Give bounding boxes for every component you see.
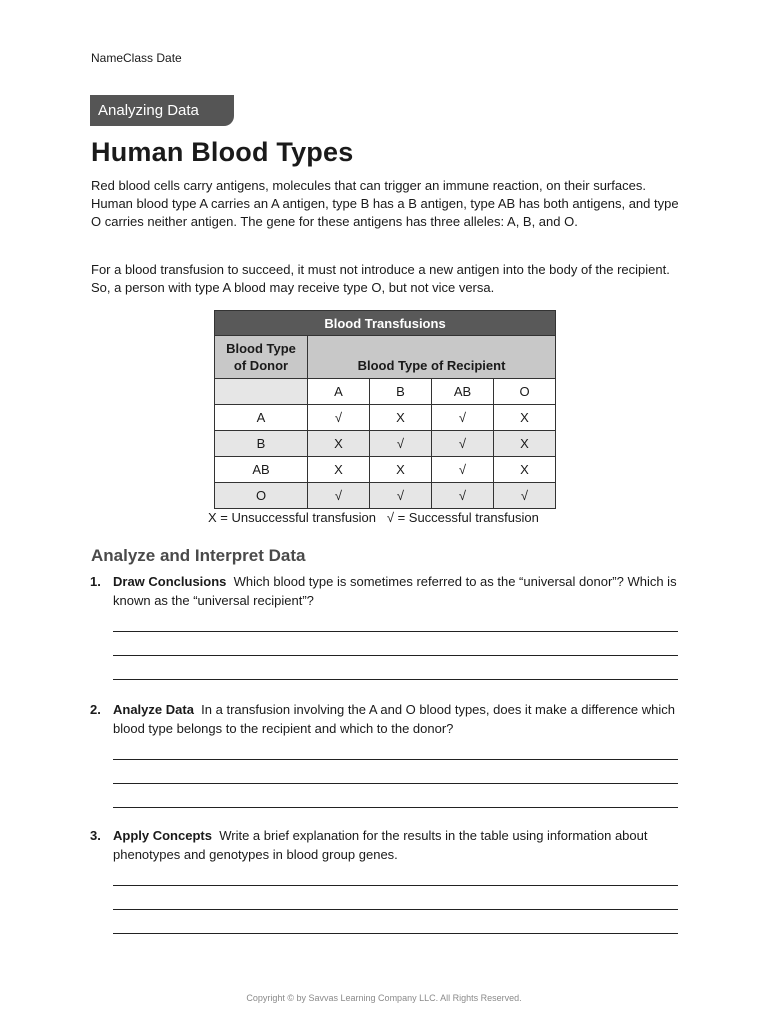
table-row [215, 405, 556, 431]
donor-type-cell: A [215, 405, 308, 431]
table-row [215, 457, 556, 483]
answer-line[interactable] [113, 783, 678, 784]
recipient-type-header: B [370, 379, 432, 405]
compatibility-cell: √ [432, 405, 494, 431]
intro-paragraph-1: Red blood cells carry antigens, molecules that can trigger an immune reaction, on their surfaces. Human blood type A carries an A antigen, type B has a B antigen, type AB has both antigens, and type O carries neither antigen. The gene for these antigens has three alleles: A, B, and O. [91, 178, 679, 229]
question-2 [90, 700, 680, 738]
donor-type-cell: AB [215, 457, 308, 483]
section-title: Analyze and Interpret Data [91, 546, 306, 565]
page-title: Human Blood Types [91, 137, 354, 167]
question-text: Which blood type is sometimes referred to as the “universal donor”? Which is known as the “universal recipient”? [113, 574, 677, 608]
compatibility-cell: X [308, 457, 370, 483]
intro-paragraph-2: For a blood transfusion to succeed, it must not introduce a new antigen into the body of the recipient. So, a person with type A blood may receive type O, but not vice versa. [91, 262, 670, 295]
compatibility-cell: √ [432, 431, 494, 457]
table-caption: Blood Transfusions [215, 311, 556, 336]
question-lead: Apply Concepts [113, 828, 212, 843]
answer-line[interactable] [113, 631, 678, 632]
question-3 [90, 826, 680, 864]
recipient-column-header: Blood Type of Recipient [308, 336, 556, 379]
answer-line[interactable] [113, 655, 678, 656]
copyright-footer: Copyright © by Savvas Learning Company LLC. All Rights Reserved. [246, 993, 522, 1003]
compatibility-cell: √ [370, 431, 432, 457]
donor-type-cell: B [215, 431, 308, 457]
compatibility-cell: √ [308, 483, 370, 509]
question-number: 2. [90, 702, 101, 717]
donor-column-header: Blood Type of Donor [215, 336, 308, 379]
compatibility-cell: X [370, 457, 432, 483]
compatibility-cell: √ [432, 483, 494, 509]
question-lead: Analyze Data [113, 702, 194, 717]
question-text: In a transfusion involving the A and O blood types, does it make a difference which blood type belongs to the recipient and which to the donor? [113, 702, 675, 736]
question-number: 3. [90, 828, 101, 843]
compatibility-cell: √ [370, 483, 432, 509]
name-class-date-line: NameClass Date [91, 51, 182, 65]
compatibility-cell: X [494, 457, 556, 483]
table-row [215, 431, 556, 457]
recipient-type-header: O [494, 379, 556, 405]
answer-line[interactable] [113, 679, 678, 680]
section-banner: Analyzing Data [90, 95, 234, 126]
answer-line[interactable] [113, 807, 678, 808]
answer-line[interactable] [113, 759, 678, 760]
answer-line[interactable] [113, 885, 678, 886]
compatibility-cell: √ [432, 457, 494, 483]
recipient-type-header: AB [432, 379, 494, 405]
blood-transfusions-table [214, 310, 556, 509]
question-text: Write a brief explanation for the results in the table using information about phenotypes and genotypes in blood group genes. [113, 828, 648, 862]
question-number: 1. [90, 574, 101, 589]
donor-type-cell: O [215, 483, 308, 509]
compatibility-cell: √ [494, 483, 556, 509]
recipient-type-header: A [308, 379, 370, 405]
compatibility-cell: X [494, 431, 556, 457]
question-1 [90, 572, 680, 610]
table-row [215, 483, 556, 509]
question-lead: Draw Conclusions [113, 574, 227, 589]
empty-header-cell [215, 379, 308, 405]
table-legend: X = Unsuccessful transfusion √ = Successful transfusion [208, 510, 539, 525]
compatibility-cell: X [494, 405, 556, 431]
compatibility-cell: √ [308, 405, 370, 431]
answer-line[interactable] [113, 933, 678, 934]
compatibility-cell: X [308, 431, 370, 457]
answer-line[interactable] [113, 909, 678, 910]
compatibility-cell: X [370, 405, 432, 431]
